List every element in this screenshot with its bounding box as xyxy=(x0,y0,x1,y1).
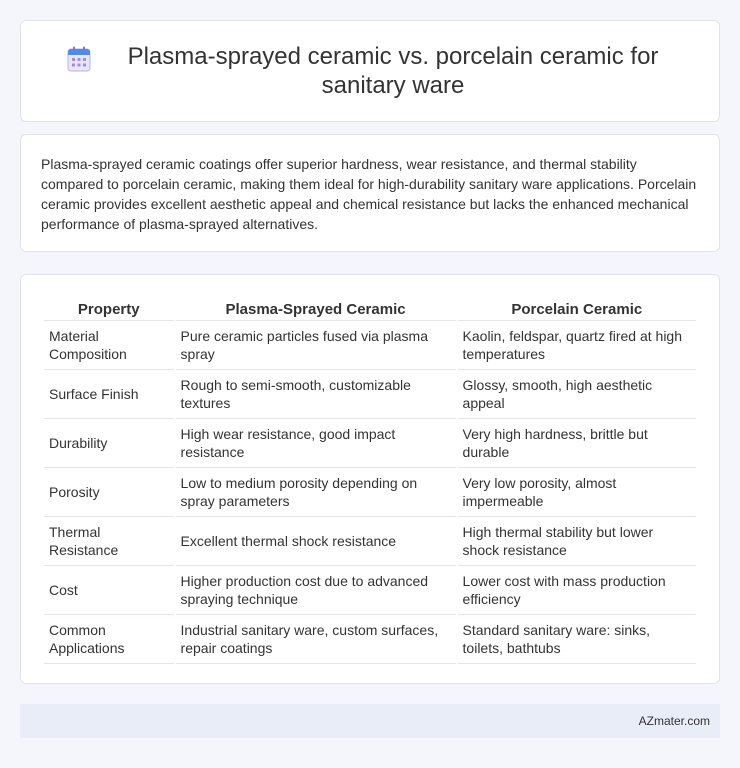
title-card xyxy=(20,20,720,122)
row-plasma-value: High wear resistance, good impact resistance xyxy=(176,419,456,468)
table-row xyxy=(44,517,696,566)
row-plasma-value: Industrial sanitary ware, custom surfaces, repair coatings xyxy=(176,615,456,664)
row-property: Durability xyxy=(44,419,174,468)
header-plasma-sprayed: Plasma-Sprayed Ceramic xyxy=(176,295,456,321)
summary-text: Plasma-sprayed ceramic coatings offer superior hardness, wear resistance, and thermal stability compared to porcelain ceramic, making them ideal for high-durability sanitary ware applications. Porcelain ceramic provides excellent aesthetic appeal and chemical resistance but lacks the enhanced mechanical performance of plasma-sprayed alternatives. xyxy=(41,156,697,232)
table-row xyxy=(44,468,696,517)
header-property: Property xyxy=(44,295,174,321)
row-property: Material Composition xyxy=(44,321,174,370)
row-porcelain-value: Standard sanitary ware: sinks, toilets, bathtubs xyxy=(458,615,696,664)
footer-brand: AZmater.com xyxy=(638,714,710,728)
table-row xyxy=(44,370,696,419)
row-porcelain-value: Kaolin, feldspar, quartz fired at high temperatures xyxy=(458,321,696,370)
row-plasma-value: Rough to semi-smooth, customizable textures xyxy=(176,370,456,419)
row-plasma-value: Higher production cost due to advanced spraying technique xyxy=(176,566,456,615)
footer xyxy=(20,704,720,738)
table-header-row xyxy=(44,295,696,321)
row-porcelain-value: Glossy, smooth, high aesthetic appeal xyxy=(458,370,696,419)
table-row xyxy=(44,321,696,370)
row-plasma-value: Low to medium porosity depending on spray parameters xyxy=(176,468,456,517)
row-property: Common Applications xyxy=(44,615,174,664)
summary-card xyxy=(20,134,720,252)
title-wrap xyxy=(67,42,673,100)
table-row xyxy=(44,419,696,468)
page-title: Plasma-sprayed ceramic vs. porcelain ceramic for sanitary ware xyxy=(127,43,659,99)
table-row xyxy=(44,615,696,664)
header-porcelain: Porcelain Ceramic xyxy=(458,295,696,321)
row-property: Surface Finish xyxy=(44,370,174,419)
row-porcelain-value: Very high hardness, brittle but durable xyxy=(458,419,696,468)
row-property: Thermal Resistance xyxy=(44,517,174,566)
table-row xyxy=(44,566,696,615)
calendar-icon xyxy=(67,46,91,72)
comparison-table xyxy=(42,295,698,664)
row-property: Porosity xyxy=(44,468,174,517)
row-plasma-value: Excellent thermal shock resistance xyxy=(176,517,456,566)
row-porcelain-value: High thermal stability but lower shock resistance xyxy=(458,517,696,566)
row-porcelain-value: Lower cost with mass production efficiency xyxy=(458,566,696,615)
table-card xyxy=(20,274,720,684)
row-property: Cost xyxy=(44,566,174,615)
row-porcelain-value: Very low porosity, almost impermeable xyxy=(458,468,696,517)
row-plasma-value: Pure ceramic particles fused via plasma spray xyxy=(176,321,456,370)
